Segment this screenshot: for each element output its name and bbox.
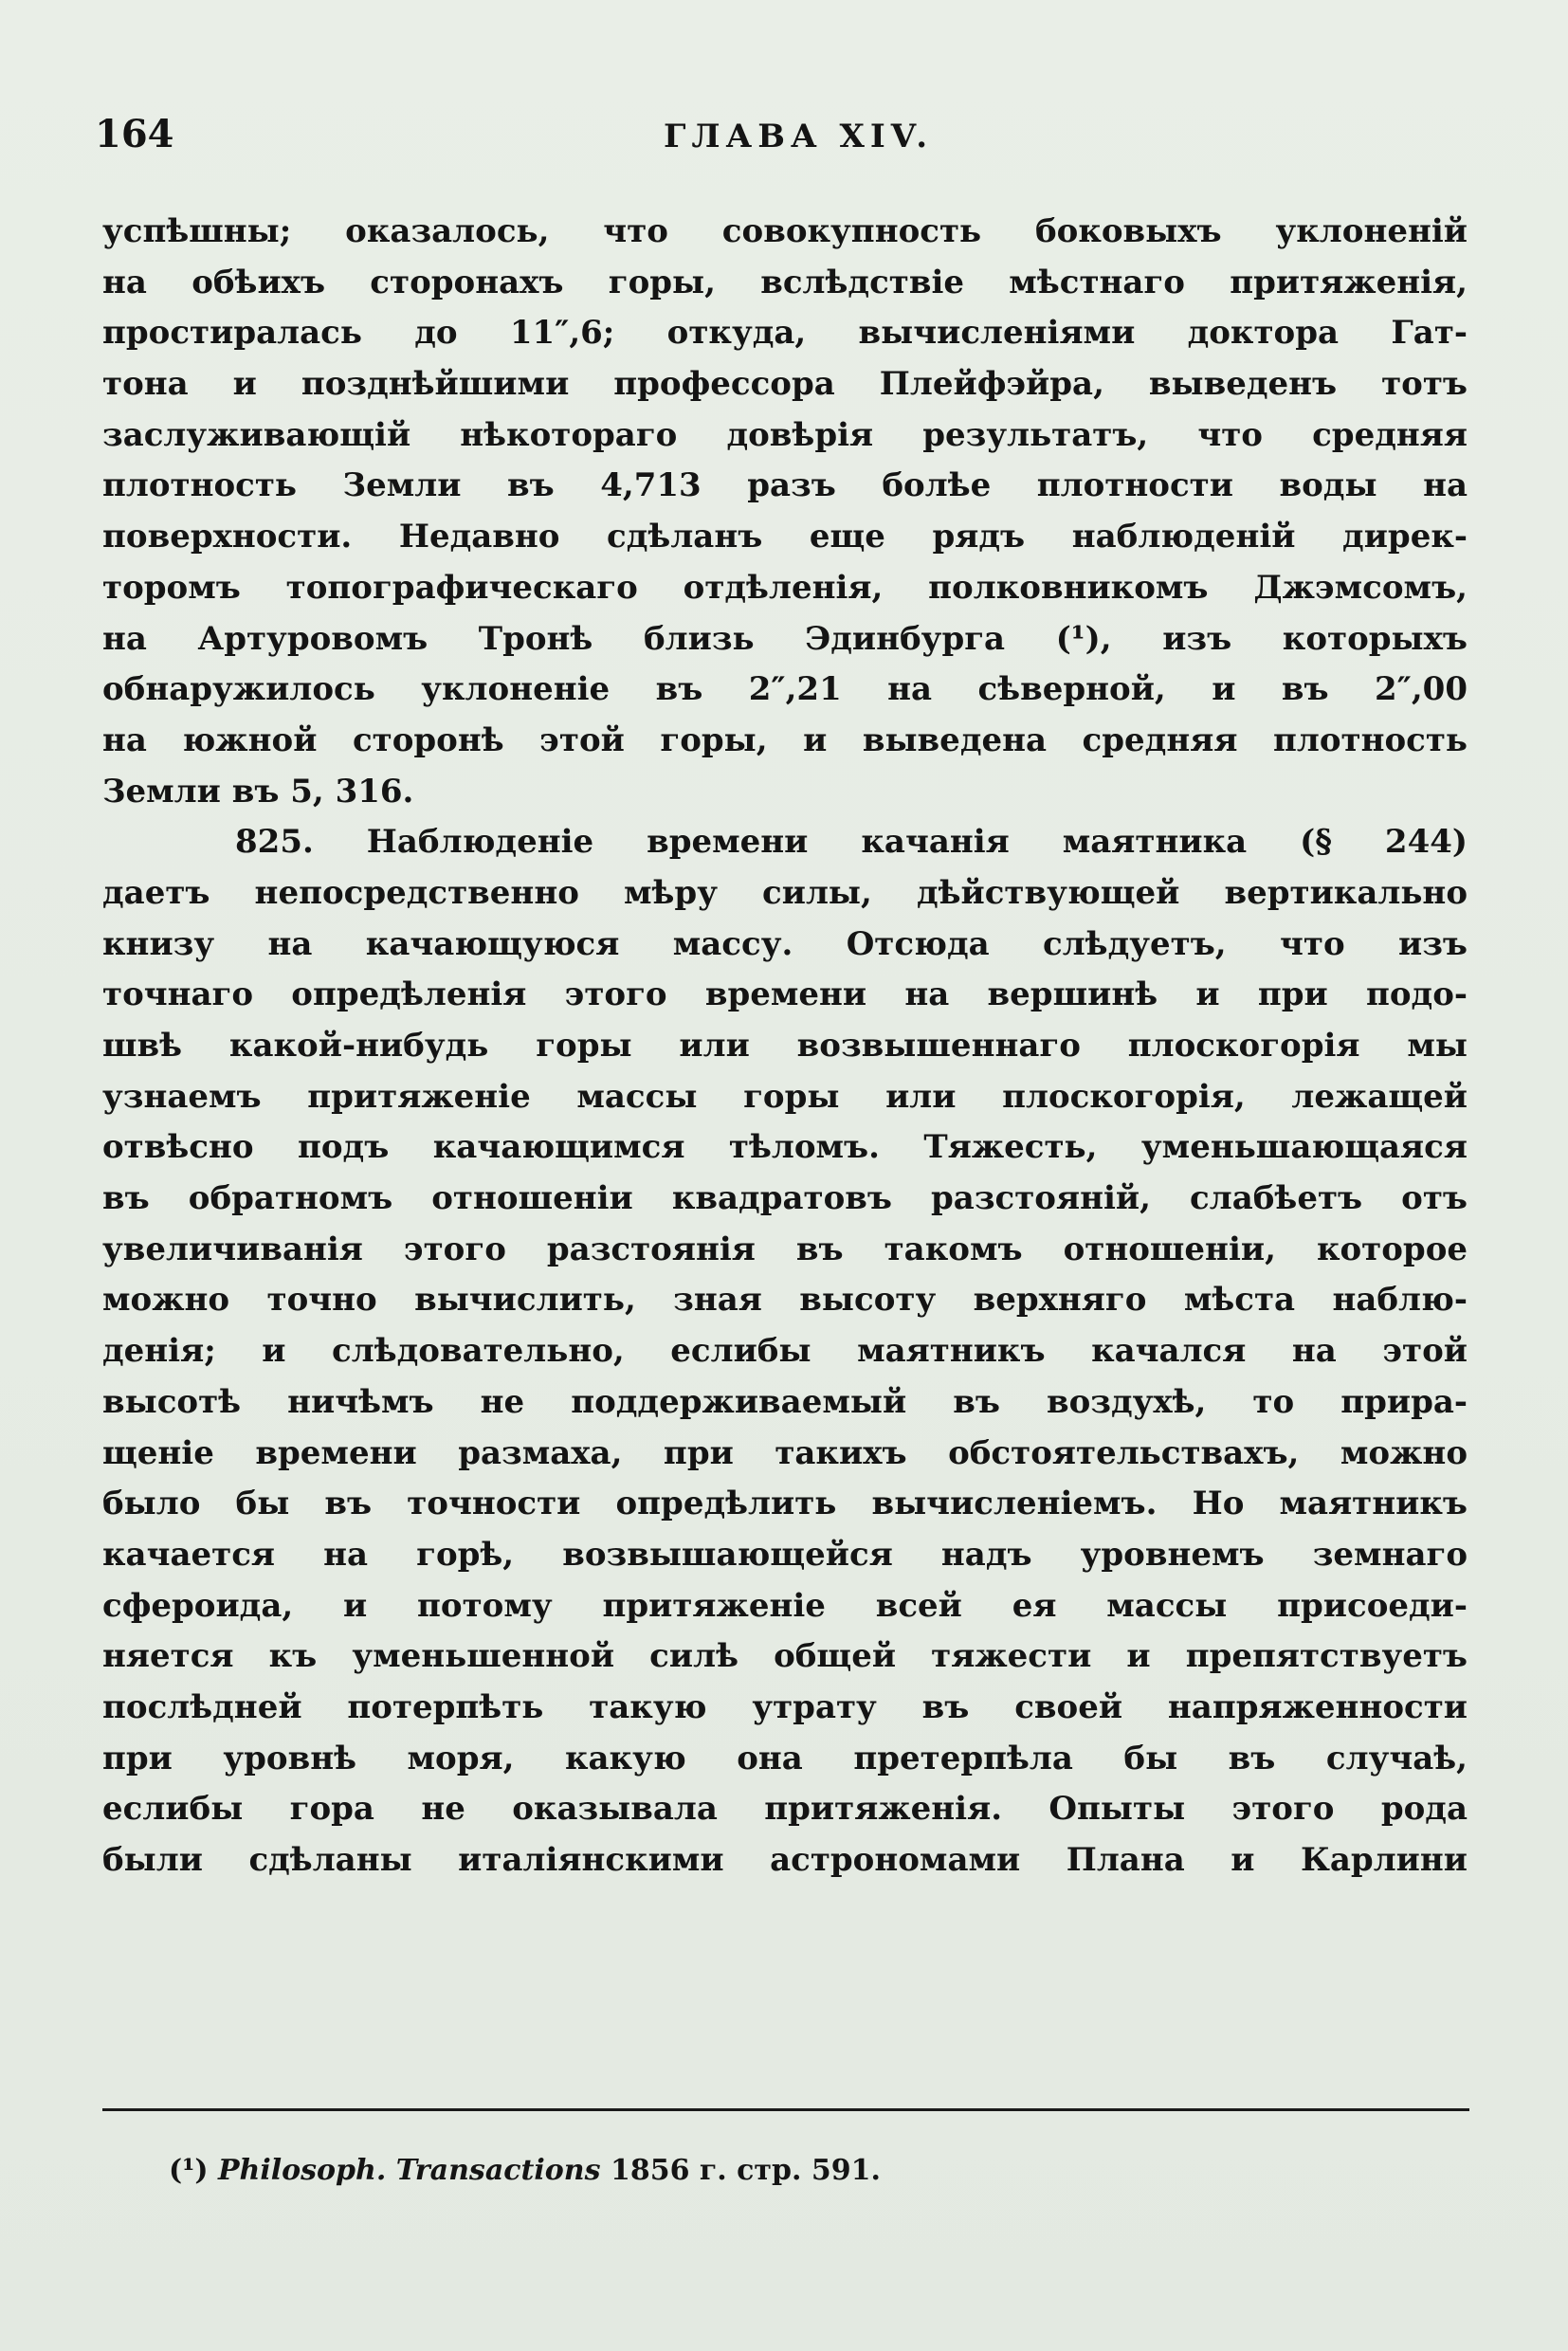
text-line: даетъ непосредственно мѣру силы, дѣйствующей вертикально [102, 873, 1468, 912]
text-line: было бы въ точности опредѣлить вычисленіемъ. Но маятникъ [102, 1485, 1468, 1523]
text-line: Земли въ 5, 316. [102, 772, 414, 811]
text-line: торомъ топографическаго отдѣленія, полковникомъ Джэмсомъ, [102, 568, 1468, 607]
text-line: швѣ какой-нибудь горы или возвышеннаго плоскогорія мы [102, 1027, 1468, 1065]
text-line: можно точно вычислить, зная высоту верхняго мѣста наблю- [102, 1281, 1468, 1320]
text-line: точнаго опредѣленія этого времени на вершинѣ и при подо- [102, 975, 1468, 1014]
text-line: обнаружилось уклоненіе въ 2″,21 на сѣверной, и въ 2″,00 [102, 670, 1468, 709]
paragraph-start-line: 825. Наблюденіе времени качанія маятника (§ 244) [235, 823, 1468, 862]
text-line: въ обратномъ отношеніи квадратовъ разстояній, слабѣетъ отъ [102, 1179, 1468, 1218]
text-line: на Артуровомъ Тронѣ близь Эдинбурга (¹), изъ которыхъ [102, 619, 1468, 658]
text-line: сфероида, и потому притяженіе всей ея массы присоеди- [102, 1586, 1468, 1625]
chapter-title: ГЛАВА XIV. [664, 118, 934, 155]
text-line: послѣдней потерпѣть такую утрату въ своей напряженности [102, 1687, 1468, 1726]
text-line: узнаемъ притяженіе массы горы или плоскогорія, лежащей [102, 1077, 1468, 1116]
text-line: книзу на качающуюся массу. Отсюда слѣдуетъ, что изъ [102, 924, 1468, 963]
text-line: поверхности. Недавно сдѣланъ еще рядъ наблюденій дирек- [102, 518, 1468, 556]
text-line: высотѣ ничѣмъ не поддерживаемый въ воздухѣ, то прира- [102, 1382, 1468, 1421]
footnote-citation: 1856 г. стр. 591. [610, 2154, 881, 2187]
page-number: 164 [95, 112, 174, 156]
text-line: были сдѣланы италіянскими астрономами Плана и Карлини [102, 1841, 1468, 1879]
text-line: щеніе времени размаха, при такихъ обстоятельствахъ, можно [102, 1433, 1468, 1472]
text-line: отвѣсно подъ качающимся тѣломъ. Тяжесть, уменьшающаяся [102, 1128, 1468, 1167]
text-line: простиралась до 11″,6; откуда, вычисленіями доктора Гат- [102, 314, 1468, 353]
text-line: при уровнѣ моря, какую она претерпѣла бы въ случаѣ, [102, 1739, 1468, 1777]
text-line: увеличиванія этого разстоянія въ такомъ отношеніи, которое [102, 1230, 1468, 1268]
footnote-journal: Philosoph. Transactions [217, 2154, 601, 2187]
text-line: тона и позднѣйшими профессора Плейфэйра, выведенъ тотъ [102, 365, 1468, 404]
text-line: еслибы гора не оказывала притяженія. Опыты этого рода [102, 1790, 1468, 1829]
body-text [102, 207, 1468, 1886]
text-line: заслуживающій нѣкотораго довѣрія результатъ, что средняя [102, 415, 1468, 454]
text-line: плотность Земли въ 4,713 разъ болѣе плотности воды на [102, 466, 1468, 505]
text-line: няется къ уменьшенной силѣ общей тяжести и препятствуетъ [102, 1637, 1468, 1676]
text-line: на южной сторонѣ этой горы, и выведена средняя плотность [102, 720, 1468, 759]
footnote [169, 2154, 881, 2187]
text-line: успѣшны; оказалось, что совокупность боковыхъ уклоненій [102, 212, 1468, 250]
footnote-marker: (¹) [169, 2154, 209, 2187]
footnote-divider [102, 2108, 1469, 2111]
running-head [95, 112, 1479, 159]
text-line: денія; и слѣдовательно, еслибы маятникъ качался на этой [102, 1332, 1468, 1371]
text-line: качается на горѣ, возвышающейся надъ уровнемъ земнаго [102, 1535, 1468, 1574]
text-line: на обѣихъ сторонахъ горы, вслѣдствіе мѣстнаго притяженія, [102, 263, 1468, 301]
